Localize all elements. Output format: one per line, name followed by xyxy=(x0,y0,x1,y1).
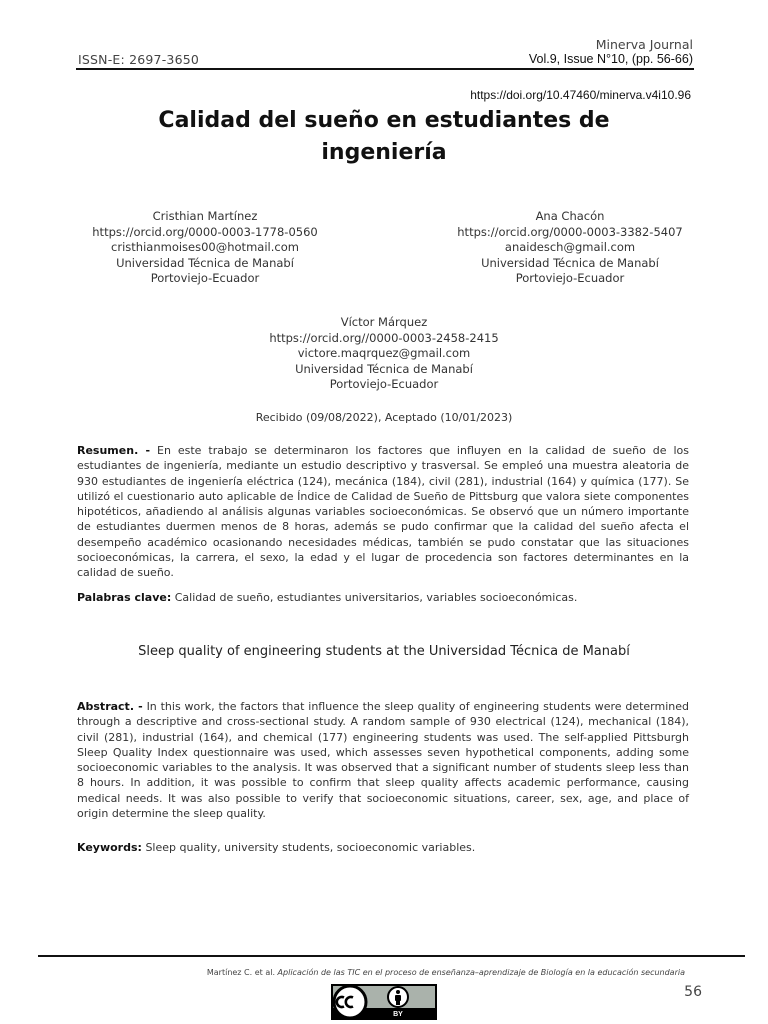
abstract-label: Abstract. - xyxy=(77,700,143,713)
keywords-text: Sleep quality, university students, socioeconomic variables. xyxy=(145,841,476,854)
issue-info: Vol.9, Issue N°10, (pp. 56-66) xyxy=(528,52,693,66)
author-location: Portoviejo-Ecuador xyxy=(329,377,439,391)
author-email[interactable]: victore.maqrquez@gmail.com xyxy=(297,346,471,360)
author-university: Universidad Técnica de Manabí xyxy=(481,255,659,270)
author-email[interactable]: cristhianmoises00@hotmail.com xyxy=(111,240,299,254)
palabras-clave-text: Calidad de sueño, estudiantes universitarios, variables socioeconómicas. xyxy=(174,591,578,604)
english-title: Sleep quality of engineering students at the Universidad Técnica de Manabí xyxy=(138,644,630,659)
footer-citation-title: Aplicación de las TIC en el proceso de enseñanza–aprendizaje de Biología en la educación secundaria xyxy=(277,968,685,977)
issn: ISSN-E: 2697-3650 xyxy=(78,52,200,67)
footer-divider xyxy=(38,955,745,957)
resumen-label: Resumen. - xyxy=(77,444,151,457)
palabras-clave-label: Palabras clave: xyxy=(77,591,172,604)
cc-by-icon[interactable] xyxy=(331,984,437,1020)
author-name: Cristhian Martínez xyxy=(152,209,258,223)
author-location: Portoviejo-Ecuador xyxy=(150,271,260,285)
journal-name: Minerva Journal xyxy=(595,37,693,52)
author-email[interactable]: anaidesch@gmail.com xyxy=(504,240,636,254)
cc-by-icon xyxy=(331,984,437,1020)
author-orcid[interactable]: https://orcid.org/0000-0003-1778-0560 xyxy=(92,224,318,239)
author-name: Víctor Márquez xyxy=(340,315,428,329)
license-label: BY xyxy=(393,1011,403,1018)
abstract-text: In this work, the factors that influence the sleep quality of engineering students were determined through a descriptive and cross-sectional study. A random sample of 930 electrical (124), mechanical (184), civil (281), industrial (164), and chemical (177) engineering students was used. The self-applied Pittsburgh Sleep Quality Index questionnaire was used, which assesses seven hypothetical components, adding some socioeconomic variables to the analysis. It was observed that a significant number of students sleep less than 8 hours. In addition, it was possible to confirm that sleep quality affects academic performance, causing medical needs. It was also possible to verify that socioeconomic situations, career, sex, age, and place of origin determine the sleep quality. xyxy=(77,700,689,821)
keywords-label: Keywords: xyxy=(77,841,142,854)
palabras-clave xyxy=(77,590,689,605)
resumen-text: En este trabajo se determinaron los factores que influyen en la calidad de sueño de los estudiantes de ingeniería, mediante un estudio descriptivo y trasversal. Se empleó una muestra aleatoria de 930 estudiantes de ingeniería eléctrica (124), mecánica (184), civil (281), industrial (164) y química (177). Se utilizó el cuestionario auto aplicable de Índice de Calidad de Sueño de Pittsburg que valora siete componentes hipotéticos, añadiendo al análisis algunas variables socioeconómicas. Se observó que un número importante de estudiantes duermen menos de 8 horas, además se pudo confirmar que la calidad del sueño afecta el desempeño académico ocasionando necesidades médicas, también se pudo constatar que las situaciones socioeconómicas, la carrera, el sexo, la edad y el lugar de procedencia son factores determinantes en la calidad de sueño. xyxy=(77,444,689,580)
author-block-2 xyxy=(420,209,720,287)
footer-citation-author: Martínez C. et al. xyxy=(206,968,275,977)
paper-title: Calidad del sueño en estudiantes de ingeniería xyxy=(158,108,610,165)
author-block-3 xyxy=(234,315,534,393)
doi-link[interactable]: https://doi.org/10.47460/minerva.v4i10.96 xyxy=(470,88,691,102)
abstract-paragraph xyxy=(77,699,689,821)
author-location: Portoviejo-Ecuador xyxy=(515,271,625,285)
author-block-1 xyxy=(60,209,350,287)
author-name: Ana Chacón xyxy=(535,209,605,223)
author-orcid[interactable]: https://orcid.org/0000-0003-3382-5407 xyxy=(457,224,683,239)
header-divider xyxy=(76,68,694,70)
author-university: Universidad Técnica de Manabí xyxy=(116,255,294,270)
footer-citation xyxy=(40,968,685,977)
keywords xyxy=(77,840,689,855)
author-university: Universidad Técnica de Manabí xyxy=(295,361,473,376)
page-number: 56 xyxy=(684,984,702,1000)
received-accepted-dates: Recibido (09/08/2022), Aceptado (10/01/2023) xyxy=(255,411,513,424)
author-orcid[interactable]: https://orcid.org//0000-0003-2458-2415 xyxy=(269,330,499,345)
resumen-paragraph xyxy=(77,443,689,581)
